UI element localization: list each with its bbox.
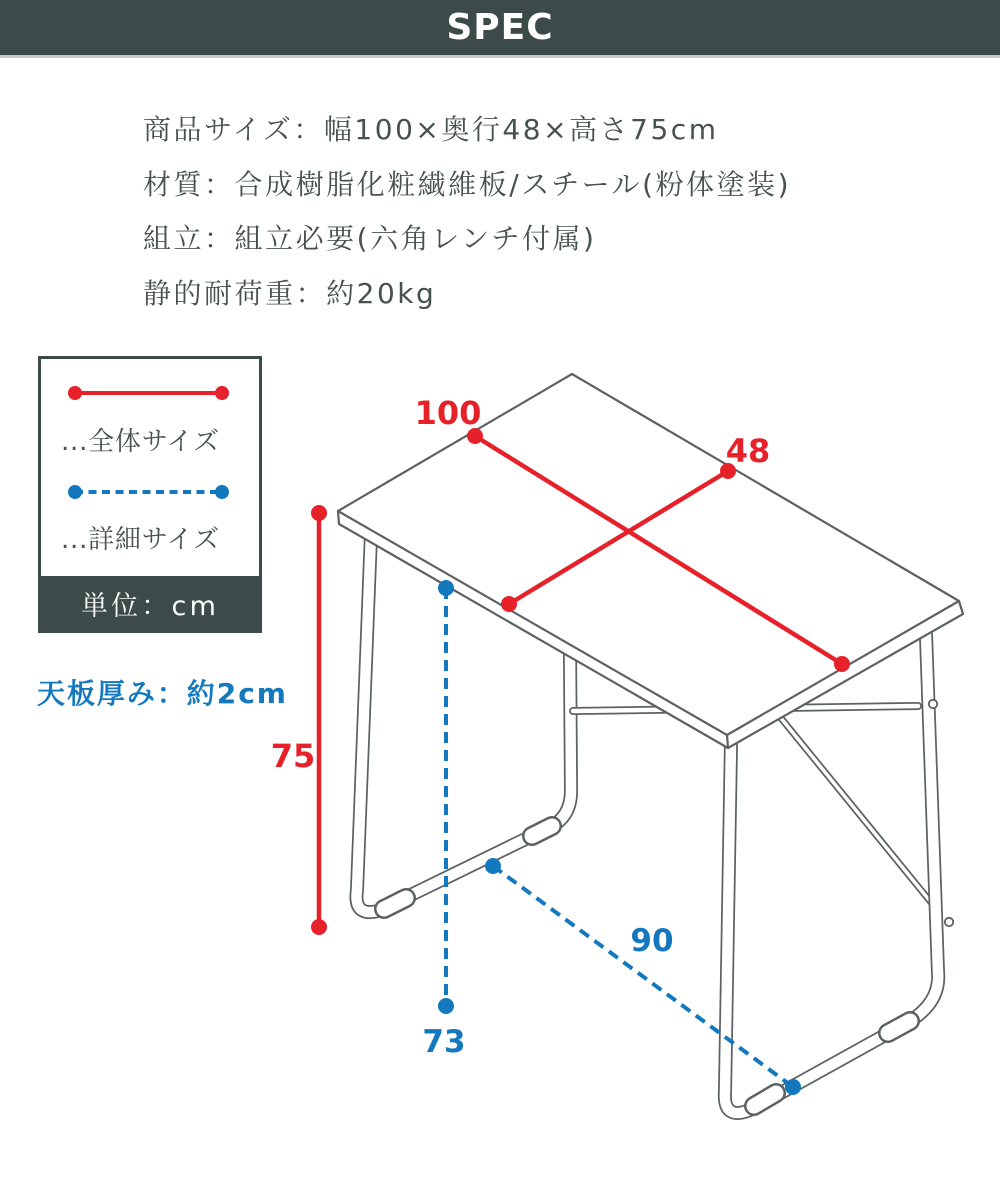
desk-diagonal-brace — [776, 712, 934, 906]
dim-base-diagonal-label: 90 — [630, 923, 674, 959]
dim-underside-height-line — [438, 580, 454, 1014]
note-top-thickness: 天板厚み：約2cm — [37, 677, 288, 710]
spec-line-load: 静的耐荷重：約20kg — [143, 276, 437, 310]
dim-depth-label: 48 — [725, 432, 771, 470]
spec-line-material: 材質：合成樹脂化粧繊維板/スチール(粉体塗装) — [143, 167, 792, 201]
dim-underside-height-label: 73 — [422, 1024, 466, 1060]
legend-overall-label: ...全体サイズ — [61, 427, 220, 457]
dim-width-label: 100 — [414, 394, 482, 432]
spec-line-size: 商品サイズ：幅100×奥行48×高さ75cm — [143, 113, 719, 146]
legend-detail-label: ...詳細サイズ — [61, 525, 220, 555]
page-title: SPEC — [446, 7, 554, 48]
spec-line-assembly: 組立：組立必要(六角レンチ付属) — [143, 222, 597, 255]
screw-icon — [929, 700, 937, 708]
dim-height-label: 75 — [270, 737, 316, 775]
legend-unit-label: 単位：cm — [80, 590, 220, 622]
dim-base-diagonal-line — [485, 858, 801, 1095]
dim-height-line — [311, 505, 327, 935]
screw-icon — [945, 918, 953, 926]
